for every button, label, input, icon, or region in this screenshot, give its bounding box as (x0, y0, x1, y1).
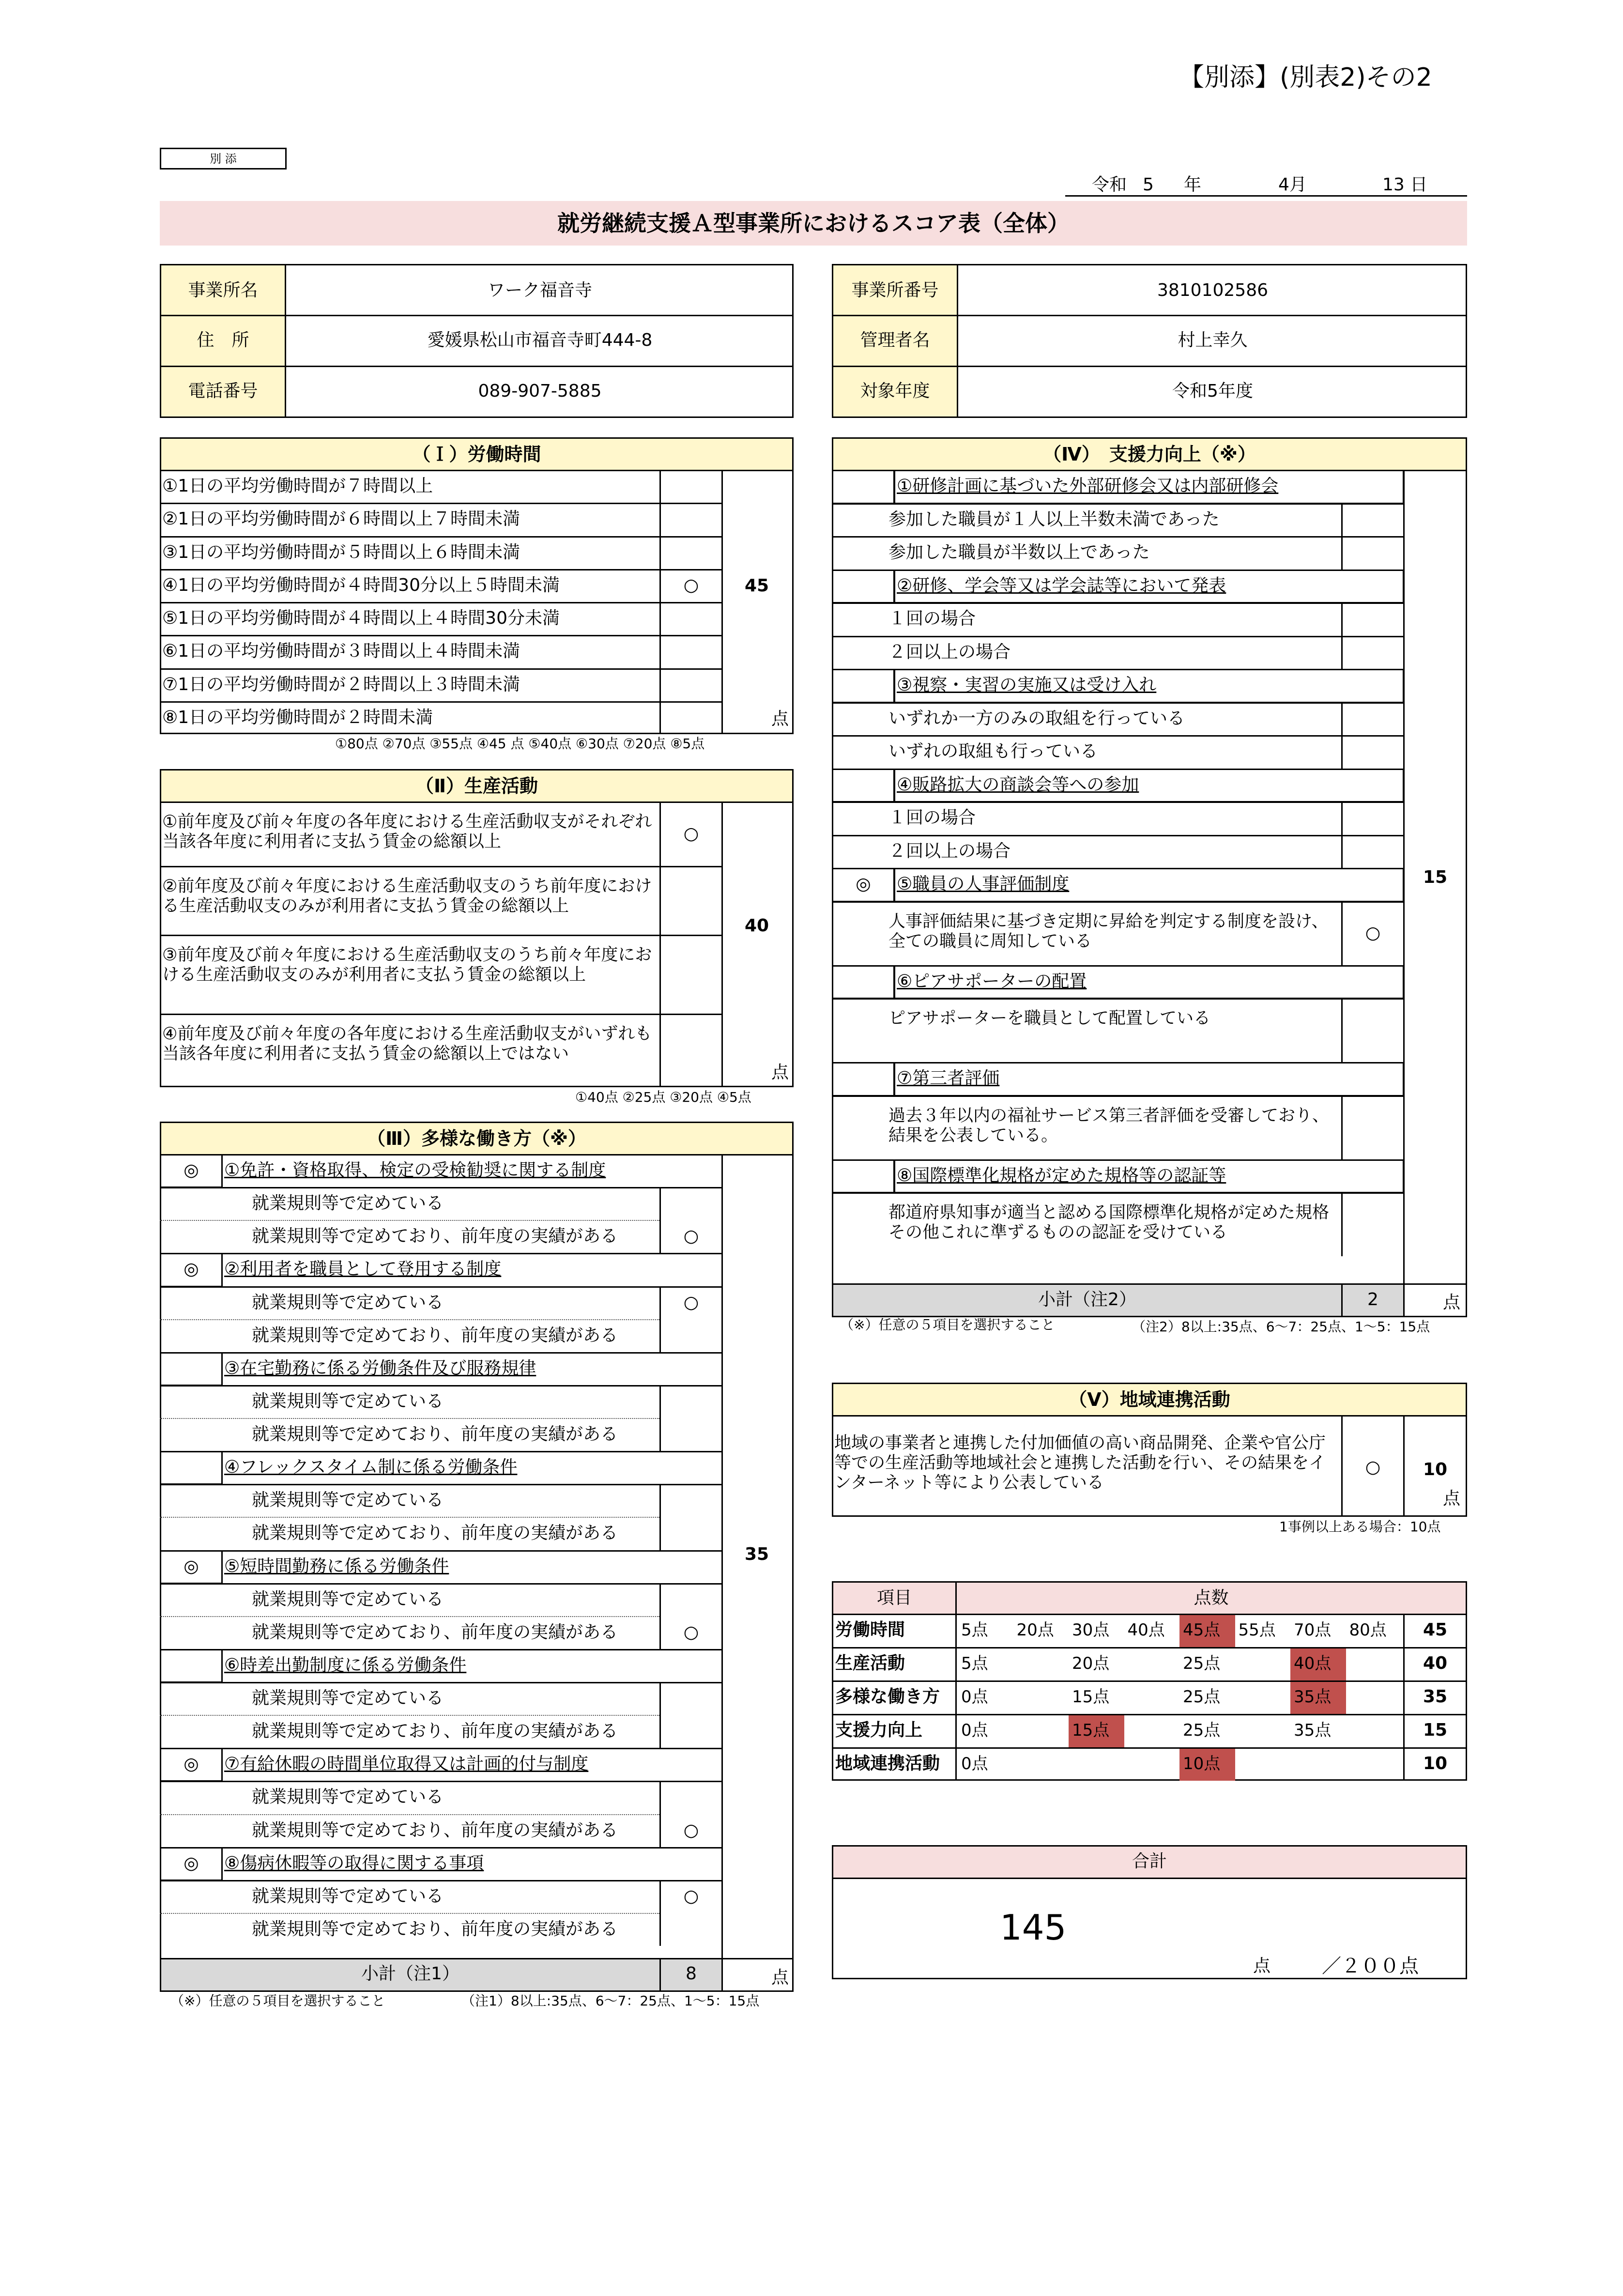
manager: 村上幸久 (1178, 330, 1248, 350)
section3-subtotal-label: 小計（注1） (361, 1964, 459, 1984)
support-item-title: ③視察・実習の実施又は受け入れ (897, 675, 1157, 695)
support-item-title: ①研修計画に基づいた外部研修会又は内部研修会 (897, 476, 1279, 496)
section5-text: 地域の事業者と連携した付加価値の高い商品開発、企業や官公庁等での生産活動等地域社会と連携した活動を行い、その結果をインターネット等により公表している (834, 1433, 1326, 1493)
diverse-sub-option: 就業規則等で定めている (252, 1589, 444, 1609)
summary-row-total: 15 (1423, 1720, 1448, 1740)
support-sub-option: 過去３年以内の福祉サービス第三者評価を受審しており、結果を公表している。 (888, 1106, 1330, 1145)
summary-option: 15点 (1072, 1687, 1110, 1707)
section5-unit: 点 (1443, 1489, 1461, 1509)
diverse-select-mark: ◎ (184, 1853, 199, 1873)
section2-unit: 点 (771, 1063, 789, 1082)
summary-option: 5点 (961, 1654, 988, 1673)
work-hours-mark: ○ (683, 575, 699, 595)
section3-note-left: （※）任意の５項目を選択すること (170, 1993, 385, 2009)
summary-option: 0点 (961, 1754, 988, 1773)
summary-option: 20点 (1016, 1620, 1054, 1640)
section3-subtotal: 8 (686, 1964, 697, 1984)
support-sub-option: １回の場合 (888, 808, 976, 828)
diverse-item-title: ⑤短時間勤務に係る労働条件 (224, 1556, 449, 1576)
summary-col-item: 項目 (876, 1588, 912, 1608)
diverse-sub-option: 就業規則等で定めている (252, 1490, 444, 1510)
support-item-title: ④販路拡大の商談会等への参加 (897, 774, 1139, 795)
attachment-label: 別 添 (160, 148, 287, 170)
diverse-item-title: ①免許・資格取得、検定の受検勧奨に関する制度 (224, 1160, 606, 1180)
year-label: 対象年度 (860, 381, 930, 401)
summary-row-label: 労働時間 (835, 1620, 905, 1640)
date-era: 令和 (1092, 175, 1127, 195)
support-item-title: ⑧国際標準化規格が定めた規格等の認証等 (897, 1165, 1226, 1186)
summary-option: 5点 (961, 1620, 988, 1640)
support-item-title: ⑦第三者評価 (897, 1068, 1000, 1088)
diverse-sub-option: 就業規則等で定めている (252, 1193, 444, 1214)
section4-score: 15 (1423, 867, 1448, 887)
summary-option: 30点 (1072, 1620, 1110, 1640)
support-sub-option: １回の場合 (888, 609, 976, 629)
diverse-select-mark: ◎ (184, 1754, 199, 1774)
summary-row-label: 地域連携活動 (835, 1754, 940, 1773)
support-sub-option: 参加した職員が半数以上であった (888, 542, 1150, 562)
total-unit: 点 (1253, 1956, 1271, 1976)
section1-unit: 点 (771, 709, 789, 729)
diverse-sub-option: 就業規則等で定めており、前年度の実績がある (252, 1226, 618, 1247)
diverse-sub-option: 就業規則等で定めており、前年度の実績がある (252, 1325, 618, 1345)
production-mark: ○ (683, 823, 699, 844)
summary-option: 0点 (961, 1687, 988, 1707)
work-hours-option: ②1日の平均労働時間が６時間以上７時間未満 (162, 509, 521, 529)
summary-option: 45点 (1183, 1620, 1221, 1640)
summary-row-total: 10 (1423, 1754, 1448, 1773)
phone: 089-907-5885 (478, 381, 602, 401)
section3-title: （Ⅲ）多様な働き方（※） (160, 1122, 794, 1156)
diverse-item-title: ⑧傷病休暇等の取得に関する事項 (224, 1853, 484, 1873)
support-sub-option: ２回以上の場合 (888, 841, 1011, 861)
support-sub-option: いずれの取組も行っている (888, 741, 1098, 761)
production-option: ③前年度及び前々年度における生産活動収支のうち前々年度における生産活動収支のみが利用者に支払う賃金の総額以上 (162, 945, 652, 985)
section4-subtotal: 2 (1367, 1290, 1378, 1310)
total-max: ／２００点 (1322, 1955, 1419, 1977)
support-item-title: ⑥ピアサポーターの配置 (897, 971, 1087, 991)
summary-option: 0点 (961, 1721, 988, 1740)
summary-option: 40点 (1294, 1654, 1332, 1673)
section1-title: （Ｉ）労働時間 (160, 437, 794, 471)
diverse-sub-mark: ○ (683, 1622, 699, 1642)
summary-option: 20点 (1072, 1654, 1110, 1673)
section1-score: 45 (744, 576, 769, 596)
production-option: ②前年度及び前々年度における生産活動収支のうち前年度における生産活動収支のみが利用者に支払う賃金の総額以上 (162, 877, 652, 916)
section5-score: 10 (1423, 1460, 1448, 1479)
summary-row-total: 35 (1423, 1687, 1448, 1707)
section5-mark: ○ (1365, 1457, 1381, 1477)
diverse-item-title: ④フレックスタイム制に係る労働条件 (224, 1457, 518, 1478)
diverse-sub-option: 就業規則等で定めている (252, 1787, 444, 1807)
office-name: ワーク福音寺 (487, 280, 592, 300)
support-sub-option: ピアサポーターを職員として配置している (888, 1009, 1211, 1028)
section4-title: （Ⅳ） 支援力向上（※） (832, 437, 1467, 471)
summary-option: 15点 (1072, 1721, 1110, 1740)
section4-note-right: （注2）8以上:35点、6～7：25点、1～5：15点 (1132, 1319, 1430, 1335)
diverse-sub-mark: ○ (683, 1820, 699, 1840)
support-sub-option: 参加した職員が１人以上半数未満であった (888, 509, 1220, 529)
production-option: ①前年度及び前々年度の各年度における生産活動収支がそれぞれ当該各年度に利用者に支払う賃金の総額以上 (162, 812, 652, 851)
section2-score: 40 (744, 916, 769, 936)
section3-unit: 点 (771, 1968, 789, 1988)
diverse-item-title: ②利用者を職員として登用する制度 (224, 1259, 502, 1279)
diverse-sub-option: 就業規則等で定めている (252, 1292, 444, 1312)
work-hours-option: ⑦1日の平均労働時間が２時間以上３時間未満 (162, 674, 521, 694)
diverse-sub-option: 就業規則等で定めており、前年度の実績がある (252, 1919, 618, 1939)
section1-note: ①80点 ②70点 ③55点 ④45 点 ⑤40点 ⑥30点 ⑦20点 ⑧5点 (335, 736, 705, 752)
support-sub-option: ２回以上の場合 (888, 642, 1011, 662)
date-year: 5 (1143, 175, 1154, 195)
section2-note: ①40点 ②25点 ③20点 ④5点 (575, 1089, 751, 1105)
diverse-sub-option: 就業規則等で定めており、前年度の実績がある (252, 1622, 618, 1642)
office-no: 3810102586 (1157, 280, 1269, 300)
summary-option: 55点 (1238, 1620, 1276, 1640)
support-sub-mark: ○ (1365, 923, 1381, 943)
diverse-item-title: ③在宅勤務に係る労働条件及び服務規律 (224, 1358, 536, 1378)
diverse-sub-option: 就業規則等で定めており、前年度の実績がある (252, 1424, 618, 1444)
support-sub-option: 都道府県知事が適当と認める国際標準化規格が定めた規格その他これに準ずるものの認証を受けている (888, 1203, 1330, 1242)
office-name-label: 事業所名 (188, 280, 258, 300)
section2-title: （Ⅱ）生産活動 (160, 769, 794, 803)
work-hours-option: ④1日の平均労働時間が４時間30分以上５時間未満 (162, 575, 560, 595)
summary-option: 35点 (1294, 1721, 1332, 1740)
section5-title: （Ⅴ）地域連携活動 (832, 1383, 1467, 1417)
summary-row-label: 支援力向上 (835, 1720, 923, 1740)
summary-option: 25点 (1183, 1721, 1221, 1740)
diverse-sub-mark: ○ (683, 1226, 699, 1247)
diverse-sub-option: 就業規則等で定めている (252, 1391, 444, 1411)
diverse-sub-mark: ○ (683, 1886, 699, 1906)
diverse-sub-option: 就業規則等で定めており、前年度の実績がある (252, 1820, 618, 1840)
support-sub-option: 人事評価結果に基づき定期に昇給を判定する制度を設け、全ての職員に周知している (888, 911, 1329, 951)
work-hours-option: ①1日の平均労働時間が７時間以上 (162, 476, 433, 496)
summary-option: 35点 (1294, 1687, 1332, 1707)
section4-note-left: （※）任意の５項目を選択すること (840, 1317, 1055, 1333)
manager-label: 管理者名 (860, 330, 930, 350)
summary-option: 80点 (1349, 1620, 1387, 1640)
section4-unit: 点 (1443, 1293, 1461, 1312)
office-no-label: 事業所番号 (851, 280, 939, 300)
diverse-select-mark: ◎ (184, 1259, 199, 1279)
diverse-sub-option: 就業規則等で定めており、前年度の実績がある (252, 1523, 618, 1543)
support-item-title: ②研修、学会等又は学会誌等において発表 (897, 575, 1226, 596)
production-option: ④前年度及び前々年度の各年度における生産活動収支がいずれも当該各年度に利用者に支払う賃金の総額以上ではない (162, 1024, 652, 1063)
diverse-select-mark: ◎ (184, 1556, 199, 1576)
section5-note: 1事例以上ある場合：10点 (1279, 1519, 1441, 1535)
summary-row-total: 40 (1423, 1653, 1448, 1673)
diverse-sub-mark: ○ (683, 1292, 699, 1312)
section3-score: 35 (744, 1544, 769, 1564)
diverse-select-mark: ◎ (184, 1160, 199, 1180)
summary-row-label: 多様な働き方 (835, 1687, 940, 1707)
address-label: 住 所 (197, 330, 249, 350)
work-hours-option: ⑧1日の平均労働時間が２時間未満 (162, 707, 433, 727)
total-value: 145 (1000, 1907, 1067, 1948)
top-right-label: 【別添】(別表2)その2 (1179, 63, 1432, 92)
section4-subtotal-label: 小計（注2） (1038, 1290, 1136, 1310)
diverse-item-title: ⑥時差出勤制度に係る労働条件 (224, 1655, 467, 1675)
summary-row-total: 45 (1423, 1620, 1448, 1640)
summary-col-points: 点数 (1194, 1588, 1229, 1608)
summary-option: 70点 (1294, 1620, 1332, 1640)
phone-label: 電話番号 (188, 381, 258, 401)
diverse-sub-option: 就業規則等で定めている (252, 1688, 444, 1708)
support-select-mark: ◎ (856, 874, 871, 894)
summary-row-label: 生産活動 (835, 1653, 905, 1673)
diverse-sub-option: 就業規則等で定めており、前年度の実績がある (252, 1721, 618, 1741)
summary-option: 40点 (1127, 1620, 1165, 1640)
summary-option: 25点 (1183, 1654, 1221, 1673)
summary-option: 25点 (1183, 1687, 1221, 1707)
support-item-title: ⑤職員の人事評価制度 (897, 874, 1070, 894)
year: 令和5年度 (1172, 381, 1253, 401)
support-sub-option: いずれか一方のみの取組を行っている (888, 708, 1185, 728)
date-month: 4月 (1278, 175, 1307, 195)
diverse-sub-option: 就業規則等で定めている (252, 1886, 444, 1906)
diverse-item-title: ⑦有給休暇の時間単位取得又は計画的付与制度 (224, 1754, 589, 1774)
work-hours-option: ⑥1日の平均労働時間が３時間以上４時間未満 (162, 641, 521, 662)
address: 愛媛県松山市福音寺町444-8 (427, 330, 653, 350)
work-hours-option: ⑤1日の平均労働時間が４時間以上４時間30分未満 (162, 608, 560, 628)
work-hours-option: ③1日の平均労働時間が５時間以上６時間未満 (162, 542, 521, 562)
date-day: 13 日 (1382, 175, 1428, 195)
date-year-unit: 年 (1184, 175, 1202, 195)
total-label: 合計 (1132, 1851, 1167, 1871)
summary-option: 10点 (1183, 1754, 1221, 1773)
page-title: 就労継続支援Ａ型事業所におけるスコア表（全体） (160, 201, 1467, 246)
section3-note-right: （注1）8以上:35点、6～7：25点、1～5：15点 (461, 1993, 760, 2009)
